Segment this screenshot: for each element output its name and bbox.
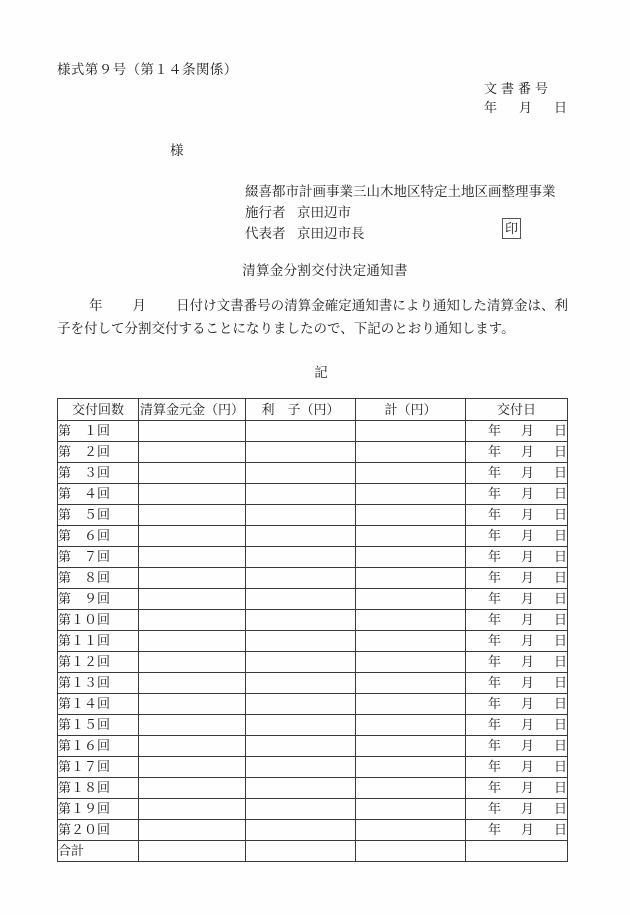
cell-principal[interactable] — [139, 526, 246, 547]
date-month-label: 月 — [520, 780, 534, 795]
date-month-label: 月 — [520, 549, 534, 564]
table-row — [58, 757, 568, 778]
cell-principal[interactable] — [139, 421, 246, 442]
cell-payment-date[interactable] — [466, 820, 568, 841]
cell-principal[interactable] — [139, 610, 246, 631]
body-date-year: 年 — [89, 298, 103, 313]
date-day-label: 日 — [553, 570, 567, 585]
cell-installment-count: 第１１回 — [58, 631, 139, 652]
cell-principal[interactable] — [139, 799, 246, 820]
cell-installment-count: 第 １回 — [58, 421, 139, 442]
body-paragraph — [57, 294, 568, 340]
cell-installment-count: 第 ２回 — [58, 442, 139, 463]
date-day-label: 日 — [553, 423, 567, 438]
date-year-label: 年 — [487, 633, 501, 648]
cell-installment-count: 第 ７回 — [58, 547, 139, 568]
cell-principal[interactable] — [139, 547, 246, 568]
cell-installment-count: 第２０回 — [58, 820, 139, 841]
date-year-label: 年 — [487, 654, 501, 669]
table-row — [58, 421, 568, 442]
date-year-label: 年 — [487, 486, 501, 501]
date-year-label: 年 — [487, 801, 501, 816]
cell-total[interactable] — [356, 736, 466, 757]
date-year-label: 年 — [487, 696, 501, 711]
cell-principal[interactable] — [139, 757, 246, 778]
date-day-label: 日 — [553, 549, 567, 564]
date-day-label: 日 — [553, 444, 567, 459]
date-year-label: 年 — [487, 591, 501, 606]
date-day-label: 日 — [553, 780, 567, 795]
cell-payment-date[interactable] — [466, 799, 568, 820]
date-month-label: 月 — [520, 486, 534, 501]
issuer-executor-name: 京田辺市 — [297, 205, 351, 220]
date-month-label: 月 — [520, 801, 534, 816]
document-date-line — [484, 98, 567, 117]
cell-payment-date[interactable] — [466, 778, 568, 799]
column-header-interest: 利 子（円） — [246, 399, 356, 421]
installment-table — [57, 398, 568, 862]
ki-marker: 記 — [314, 365, 328, 380]
date-month-label: 月 — [520, 612, 534, 627]
cell-installment-count: 第１５回 — [58, 715, 139, 736]
table-row — [58, 778, 568, 799]
cell-principal[interactable] — [139, 673, 246, 694]
cell-interest[interactable] — [246, 757, 356, 778]
body-date-month: 月 — [132, 298, 147, 313]
cell-interest[interactable] — [246, 631, 356, 652]
cell-total[interactable] — [356, 673, 466, 694]
cell-principal[interactable] — [139, 841, 246, 862]
issuer-representative-name: 京田辺市長 — [297, 226, 365, 241]
date-year-label: 年 — [487, 717, 501, 732]
issuer-representative-label: 代表者 — [245, 226, 286, 241]
date-month-label: 月 — [520, 570, 534, 585]
date-year-label: 年 — [487, 423, 501, 438]
cell-installment-count: 第１２回 — [58, 652, 139, 673]
date-day-label: 日 — [553, 486, 567, 501]
cell-installment-count: 第１８回 — [58, 778, 139, 799]
cell-payment-date[interactable] — [466, 652, 568, 673]
body-line2: 子を付して分割交付することになりましたので、下記のとおり通知します。 — [57, 321, 515, 336]
date-day-label: 日 — [553, 717, 567, 732]
cell-total[interactable] — [356, 631, 466, 652]
cell-interest[interactable] — [246, 505, 356, 526]
addressee-honorific: 様 — [170, 143, 184, 158]
cell-interest[interactable] — [246, 463, 356, 484]
cell-principal[interactable] — [139, 694, 246, 715]
cell-payment-date[interactable] — [466, 715, 568, 736]
cell-interest[interactable] — [246, 694, 356, 715]
seal-stamp-box: 印 — [502, 218, 521, 239]
cell-principal[interactable] — [139, 463, 246, 484]
table-row — [58, 799, 568, 820]
cell-principal[interactable] — [139, 589, 246, 610]
cell-interest[interactable] — [246, 652, 356, 673]
date-day-label: 日 — [553, 612, 567, 627]
document-date-year: 年 — [483, 100, 497, 115]
cell-interest[interactable] — [246, 421, 356, 442]
cell-total[interactable] — [356, 463, 466, 484]
cell-principal[interactable] — [139, 568, 246, 589]
date-month-label: 月 — [520, 759, 534, 774]
cell-interest[interactable] — [246, 526, 356, 547]
date-month-label: 月 — [520, 696, 534, 711]
date-day-label: 日 — [553, 738, 567, 753]
table-header-row — [58, 399, 568, 421]
date-day-label: 日 — [553, 591, 567, 606]
cell-interest[interactable] — [246, 799, 356, 820]
date-month-label: 月 — [520, 633, 534, 648]
date-year-label: 年 — [487, 738, 501, 753]
cell-installment-count: 第１９回 — [58, 799, 139, 820]
cell-payment-date[interactable] — [466, 421, 568, 442]
date-year-label: 年 — [487, 612, 501, 627]
table-row — [58, 526, 568, 547]
cell-total[interactable] — [356, 526, 466, 547]
cell-payment-date[interactable] — [466, 568, 568, 589]
cell-principal[interactable] — [139, 631, 246, 652]
table-row — [58, 484, 568, 505]
cell-total[interactable] — [356, 505, 466, 526]
date-day-label: 日 — [553, 675, 567, 690]
date-month-label: 月 — [520, 717, 534, 732]
cell-interest[interactable] — [246, 610, 356, 631]
cell-total[interactable] — [356, 589, 466, 610]
cell-total[interactable] — [356, 694, 466, 715]
cell-total[interactable] — [356, 652, 466, 673]
cell-installment-count: 第１４回 — [58, 694, 139, 715]
table-body — [58, 421, 568, 862]
table-row — [58, 673, 568, 694]
cell-interest[interactable] — [246, 673, 356, 694]
date-month-label: 月 — [520, 654, 534, 669]
cell-total[interactable] — [356, 547, 466, 568]
date-year-label: 年 — [487, 507, 501, 522]
cell-principal[interactable] — [139, 778, 246, 799]
cell-interest[interactable] — [246, 484, 356, 505]
date-month-label: 月 — [520, 822, 534, 837]
column-header-count: 交付回数 — [58, 399, 139, 421]
date-day-label: 日 — [553, 696, 567, 711]
table-row — [58, 715, 568, 736]
table-row — [58, 505, 568, 526]
date-year-label: 年 — [487, 528, 501, 543]
column-header-date: 交付日 — [466, 399, 568, 421]
cell-payment-date[interactable] — [466, 442, 568, 463]
cell-total[interactable] — [356, 715, 466, 736]
date-month-label: 月 — [520, 528, 534, 543]
cell-principal[interactable] — [139, 484, 246, 505]
date-month-label: 月 — [520, 675, 534, 690]
document-number-block — [484, 79, 567, 117]
cell-payment-date[interactable] — [466, 757, 568, 778]
cell-payment-date[interactable] — [466, 589, 568, 610]
cell-installment-count: 第 ９回 — [58, 589, 139, 610]
cell-payment-date[interactable] — [466, 736, 568, 757]
cell-installment-count: 第 ８回 — [58, 568, 139, 589]
issuer-project-name: 綴喜都市計画事業三山木地区特定土地区画整理事業 — [245, 184, 556, 199]
cell-payment-date[interactable] — [466, 547, 568, 568]
cell-interest[interactable] — [246, 547, 356, 568]
cell-total[interactable] — [356, 820, 466, 841]
cell-principal[interactable] — [139, 820, 246, 841]
cell-principal[interactable] — [139, 505, 246, 526]
cell-principal[interactable] — [139, 652, 246, 673]
table-row — [58, 631, 568, 652]
cell-installment-count: 合計 — [58, 841, 139, 862]
date-month-label: 月 — [520, 507, 534, 522]
document-date-day: 日 — [553, 100, 567, 115]
date-year-label: 年 — [487, 570, 501, 585]
table-row — [58, 652, 568, 673]
date-day-label: 日 — [553, 801, 567, 816]
cell-installment-count: 第 ６回 — [58, 526, 139, 547]
cell-total[interactable] — [356, 778, 466, 799]
table-row — [58, 841, 568, 862]
cell-installment-count: 第 ３回 — [58, 463, 139, 484]
table-row — [58, 589, 568, 610]
table-row — [58, 694, 568, 715]
page-title: 清算金分割交付決定通知書 — [242, 263, 408, 278]
cell-interest[interactable] — [246, 778, 356, 799]
date-day-label: 日 — [553, 822, 567, 837]
date-day-label: 日 — [553, 633, 567, 648]
cell-payment-date[interactable] — [466, 484, 568, 505]
date-year-label: 年 — [487, 759, 501, 774]
column-header-principal: 清算金元金（円） — [139, 399, 246, 421]
cell-principal[interactable] — [139, 736, 246, 757]
cell-interest[interactable] — [246, 736, 356, 757]
cell-total[interactable] — [356, 610, 466, 631]
cell-principal[interactable] — [139, 715, 246, 736]
table-row — [58, 463, 568, 484]
cell-total[interactable] — [356, 484, 466, 505]
table-row — [58, 610, 568, 631]
cell-payment-date[interactable] — [466, 694, 568, 715]
cell-installment-count: 第１０回 — [58, 610, 139, 631]
date-year-label: 年 — [487, 444, 501, 459]
cell-payment-date[interactable] — [466, 505, 568, 526]
date-day-label: 日 — [553, 759, 567, 774]
cell-payment-date[interactable] — [466, 463, 568, 484]
issuer-executor-label: 施行者 — [245, 205, 286, 220]
date-year-label: 年 — [487, 465, 501, 480]
cell-installment-count: 第１６回 — [58, 736, 139, 757]
table-row — [58, 568, 568, 589]
date-day-label: 日 — [553, 654, 567, 669]
date-day-label: 日 — [553, 507, 567, 522]
date-day-label: 日 — [553, 528, 567, 543]
cell-payment-date[interactable] — [466, 526, 568, 547]
cell-interest[interactable] — [246, 820, 356, 841]
cell-total[interactable] — [356, 757, 466, 778]
date-day-label: 日 — [553, 465, 567, 480]
cell-total[interactable] — [356, 442, 466, 463]
cell-installment-count: 第 ５回 — [58, 505, 139, 526]
cell-total[interactable] — [356, 799, 466, 820]
date-year-label: 年 — [487, 822, 501, 837]
cell-total[interactable] — [356, 841, 466, 862]
date-month-label: 月 — [520, 738, 534, 753]
cell-total[interactable] — [356, 421, 466, 442]
cell-interest[interactable] — [246, 568, 356, 589]
cell-installment-count: 第１７回 — [58, 757, 139, 778]
date-year-label: 年 — [487, 549, 501, 564]
date-month-label: 月 — [520, 591, 534, 606]
cell-interest[interactable] — [246, 442, 356, 463]
column-header-total: 計（円） — [356, 399, 466, 421]
form-number: 様式第９号（第１４条関係） — [57, 62, 238, 77]
date-month-label: 月 — [520, 423, 534, 438]
date-month-label: 月 — [520, 444, 534, 459]
cell-installment-count: 第１３回 — [58, 673, 139, 694]
cell-payment-date[interactable] — [466, 631, 568, 652]
table-row — [58, 442, 568, 463]
cell-payment-date[interactable] — [466, 841, 568, 862]
cell-interest[interactable] — [246, 589, 356, 610]
cell-installment-count: 第 ４回 — [58, 484, 139, 505]
table-row — [58, 820, 568, 841]
cell-principal[interactable] — [139, 442, 246, 463]
cell-payment-date[interactable] — [466, 610, 568, 631]
date-year-label: 年 — [487, 780, 501, 795]
date-month-label: 月 — [520, 465, 534, 480]
table-row — [58, 547, 568, 568]
cell-interest[interactable] — [246, 715, 356, 736]
cell-payment-date[interactable] — [466, 673, 568, 694]
cell-interest[interactable] — [246, 841, 356, 862]
document-date-month: 月 — [518, 100, 532, 115]
body-line1-tail: 日付け文書番号の清算金確定通知書により通知した清算金は、利 — [176, 298, 569, 313]
document-number-label: 文書番号 — [483, 81, 552, 96]
table-row — [58, 736, 568, 757]
date-year-label: 年 — [487, 675, 501, 690]
cell-total[interactable] — [356, 568, 466, 589]
